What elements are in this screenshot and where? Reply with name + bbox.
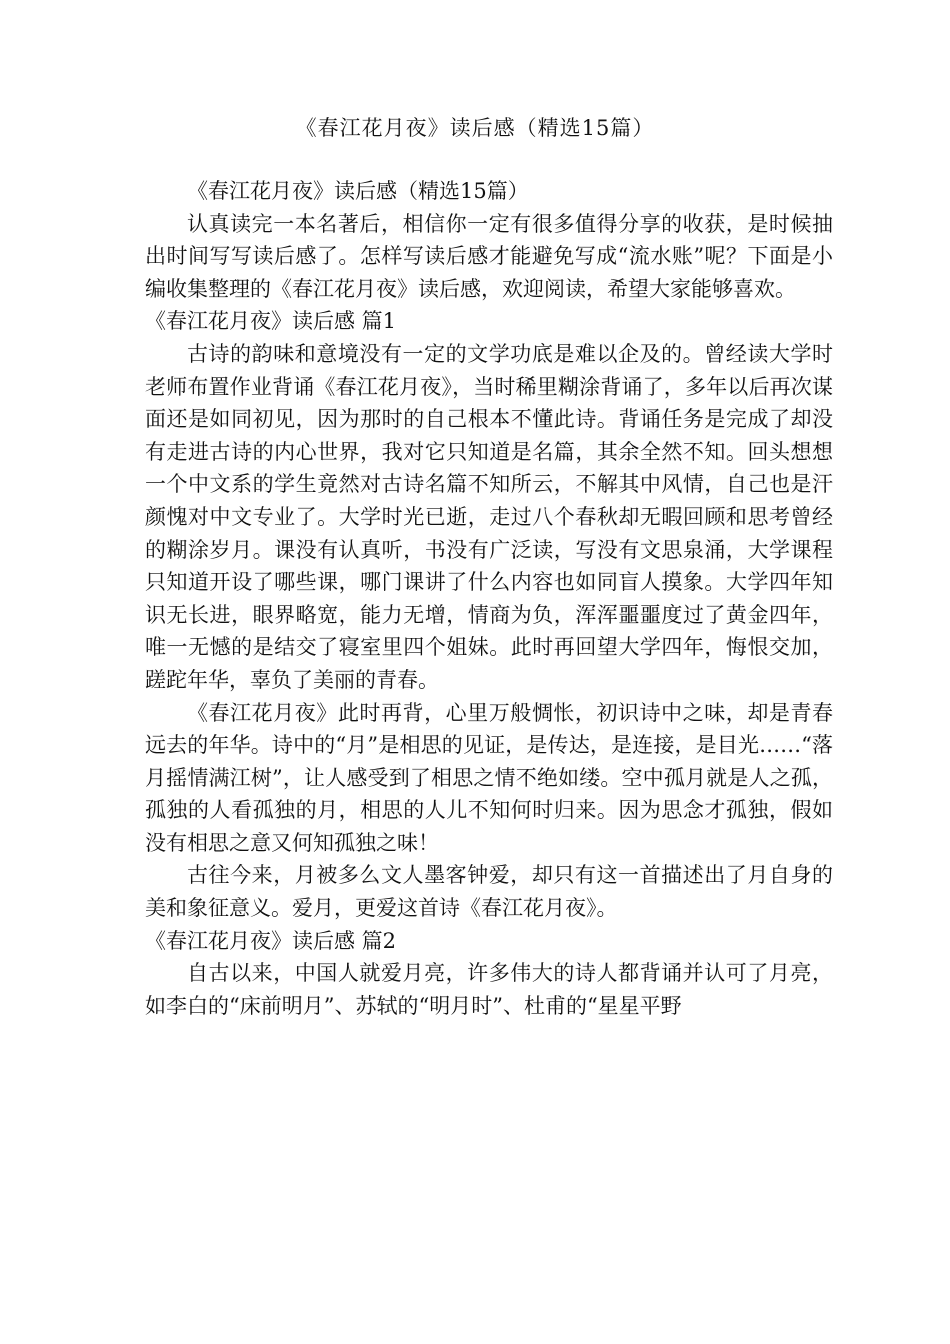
section-heading-1: 《春江花月夜》读后感 篇1	[145, 309, 397, 334]
subtitle-paragraph: 《春江花月夜》读后感（精选15篇）	[187, 179, 529, 203]
document-title: 《春江花月夜》读后感（精选15篇）	[295, 116, 655, 140]
section-1-paragraph-2: 《春江花月夜》此时再背，心里万般惆怅，初识诗中之味，却是青春远去的年华。诗中的“月”是相思的见证，是传达，是连接，是目光……“落月摇情满江树”，让人感受到了相思之情不绝如缕。空中孤月就是人之孤，孤独的人看孤独的月，相思的人儿不知何时归来。因为思念才孤独，假如没有相思之意又何知孤独之味！	[145, 700, 833, 855]
section-1-paragraph-3: 古往今来，月被多么文人墨客钟爱，却只有这一首描述出了月自身的美和象征意义。爱月，更爱这首诗《春江花月夜》。	[145, 863, 833, 921]
section-heading-2: 《春江花月夜》读后感 篇2	[145, 928, 397, 953]
section-1-paragraph-1: 古诗的韵味和意境没有一定的文学功底是难以企及的。曾经读大学时老师布置作业背诵《春江花月夜》，当时稀里糊涂背诵了，多年以后再次谋面还是如同初见，因为那时的自己根本不懂此诗。背诵任务是完成了却没有走进古诗的内心世界，我对它只知道是名篇，其余全然不知。回头想想一个中文系的学生竟然对古诗名篇不知所云，不解其中风情，自己也是汗颜愧对中文专业了。大学时光已逝，走过八个春秋却无暇回顾和思考曾经的糊涂岁月。课没有认真听，书没有广泛读，写没有文思泉涌，大学课程只知道开设了哪些课，哪门课讲了什么内容也如同盲人摸象。大学四年知识无长进，眼界略宽，能力无增，情商为负，浑浑噩噩度过了黄金四年，唯一无憾的是结交了寝室里四个姐妹。此时再回望大学四年，悔恨交加，蹉跎年华，辜负了美丽的青春。	[145, 341, 833, 692]
document-body	[145, 175, 833, 1022]
section-2-paragraph-1: 自古以来，中国人就爱月亮，许多伟大的诗人都背诵并认可了月亮，如李白的“床前明月”、苏轼的“明月时”、杜甫的“星星平野	[145, 961, 833, 1018]
intro-paragraph: 认真读完一本名著后，相信你一定有很多值得分享的收获，是时候抽出时间写写读后感了。怎样写读后感才能避免写成“流水账”呢？下面是小编收集整理的《春江花月夜》读后感，欢迎阅读，希望大家能够喜欢。	[145, 211, 833, 301]
